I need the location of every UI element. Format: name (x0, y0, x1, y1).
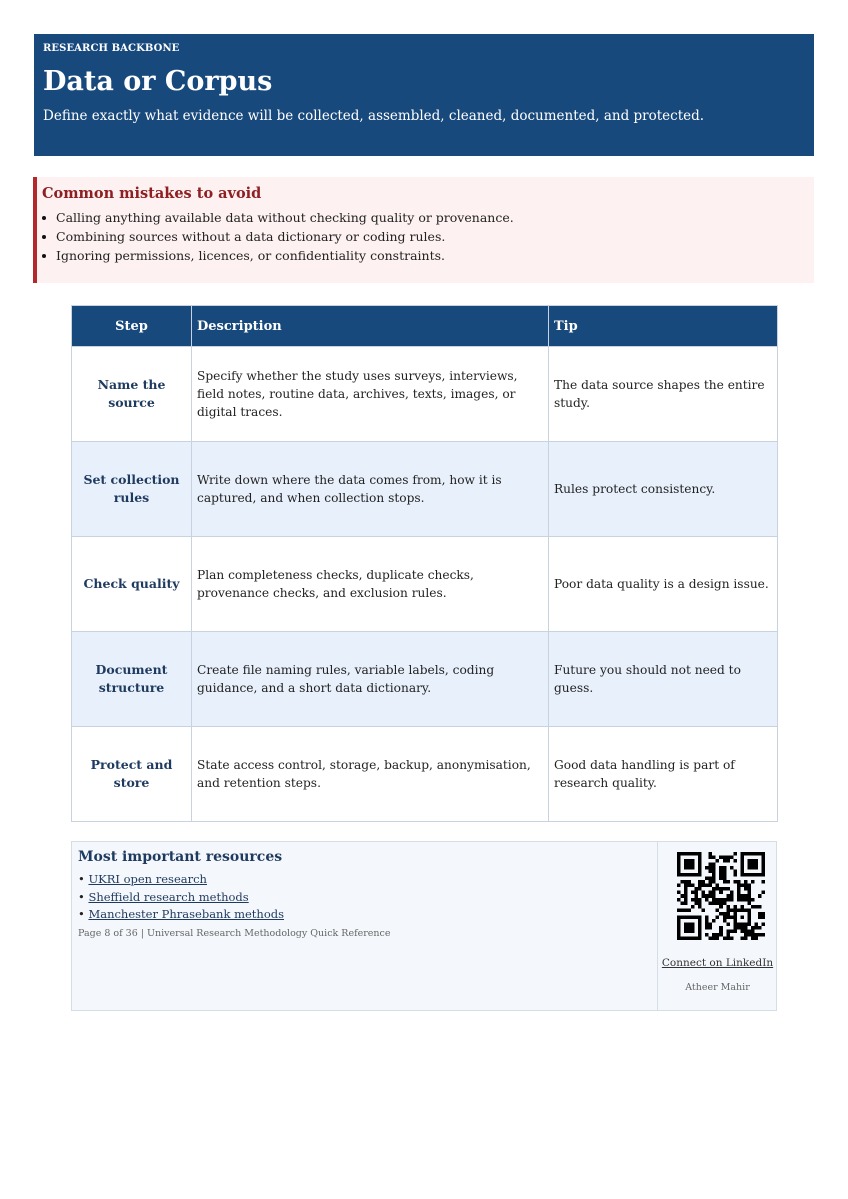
mistakes-list (42, 208, 814, 265)
header-banner (34, 34, 814, 156)
column-header-tip: Tip (549, 306, 778, 347)
resource-list-item (78, 889, 390, 907)
qr-code-icon[interactable] (677, 852, 765, 940)
linkedin-link[interactable]: Connect on LinkedIn (661, 957, 774, 969)
resources-panel (71, 841, 777, 1011)
resource-link-sheffield[interactable]: Sheffield research methods (88, 889, 249, 904)
step-name-cell: Name the source (72, 347, 192, 442)
column-header-description: Description (192, 306, 549, 347)
section-kicker: RESEARCH BACKBONE (43, 43, 180, 54)
tip-cell: Good data handling is part of research quality. (549, 727, 778, 822)
description-cell: Write down where the data comes from, how it is captured, and when collection stops. (192, 442, 549, 537)
bullet: • (78, 872, 85, 886)
mistake-item: Combining sources without a data dictionary or coding rules. (56, 227, 814, 246)
author-name: Atheer Mahir (685, 982, 750, 993)
resource-list-item (78, 871, 390, 889)
table-row (72, 347, 778, 442)
common-mistakes-box (33, 177, 814, 283)
tip-cell: The data source shapes the entire study. (549, 347, 778, 442)
table-row (72, 442, 778, 537)
table-row (72, 632, 778, 727)
tip-cell: Poor data quality is a design issue. (549, 537, 778, 632)
linkedin-panel (657, 842, 777, 1010)
description-cell: Plan completeness checks, duplicate checks, provenance checks, and exclusion rules. (192, 537, 549, 632)
resource-link-ukri[interactable]: UKRI open research (88, 872, 207, 886)
step-name-cell: Set collection rules (72, 442, 192, 537)
tip-cell: Rules protect consistency. (549, 442, 778, 537)
table-row (72, 727, 778, 822)
mistakes-title: Common mistakes to avoid (42, 185, 262, 202)
steps-table (71, 305, 778, 822)
page-subtitle: Define exactly what evidence will be collected, assembled, cleaned, documented, and protected. (43, 108, 705, 124)
resources-title: Most important resources (78, 849, 283, 865)
description-cell: Specify whether the study uses surveys, interviews, field notes, routine data, archives, texts, images, or digital traces. (192, 347, 549, 442)
description-cell: Create file naming rules, variable labels, coding guidance, and a short data dictionary. (192, 632, 549, 727)
step-name-cell: Protect and store (72, 727, 192, 822)
step-name-cell: Document structure (72, 632, 192, 727)
description-cell: State access control, storage, backup, anonymisation, and retention steps. (192, 727, 549, 822)
mistake-item: Calling anything available data without checking quality or provenance. (56, 208, 814, 227)
bullet: • (78, 889, 85, 904)
step-name-cell: Check quality (72, 537, 192, 632)
resource-links (78, 871, 390, 924)
resource-list-item (78, 906, 390, 924)
resources-list-area (78, 849, 390, 939)
table-header-row (72, 306, 778, 347)
tip-cell: Future you should not need to guess. (549, 632, 778, 727)
resource-link-manchester[interactable]: Manchester Phrasebank methods (88, 907, 285, 921)
page-info: Page 8 of 36 | Universal Research Methodology Quick Reference (78, 927, 391, 939)
page-title: Data or Corpus (43, 66, 273, 97)
table-row (72, 537, 778, 632)
bullet: • (78, 907, 85, 921)
column-header-step: Step (72, 306, 192, 347)
mistake-item: Ignoring permissions, licences, or confidentiality constraints. (56, 246, 814, 265)
